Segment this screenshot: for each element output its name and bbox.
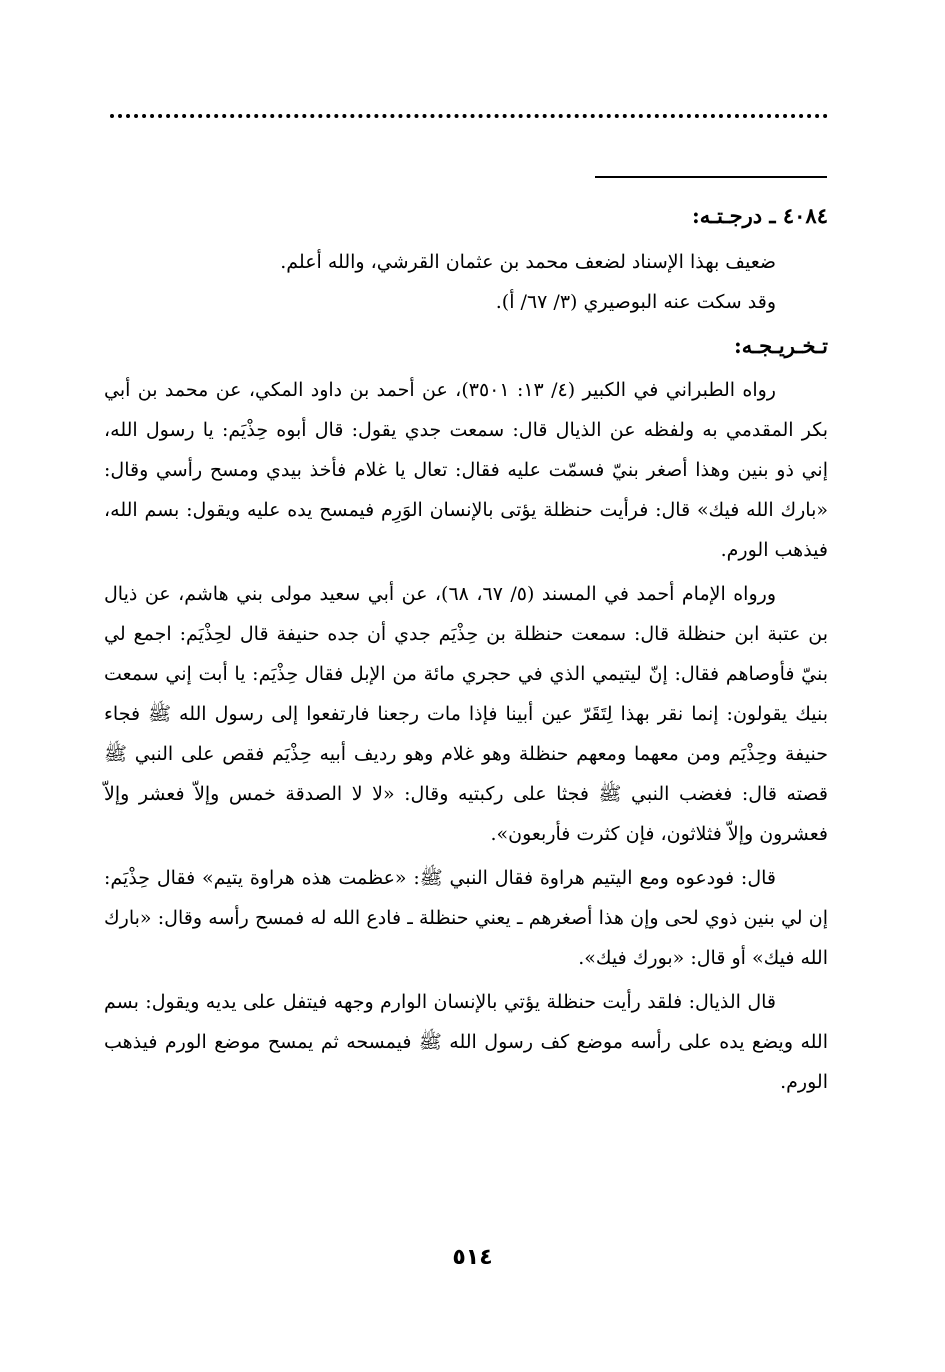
entry-heading: ٤٠٨٤ ـ درجـتـه: <box>691 203 828 228</box>
takhrij-heading: تـخـريـجـه: <box>733 333 828 358</box>
dotted-separator <box>110 114 828 118</box>
page-content <box>104 190 828 1102</box>
paragraph: ورواه الإمام أحمد في المسند (٥/ ٦٧، ٦٨)، عن أبي سعيد مولى بني هاشم، عن ذيال بن عتبة ابن حنظلة قال: سمعت حنظلة بن حِذْيَم جدي أن جده حنيفة قال لحِذْيَم: اجمع لي بنيّ فأوصاهم فقال: إنّ ليتيمي الذي في حجري مائة من الإبل فقال حِذْيَم: يا أبت إني سمعت بنيك يقولون: إنما نقر بهذا لِتَقَرّ عين أبينا فإذا مات رجعنا فارتفعوا إلى رسول الله ﷺ فجاء حنيفة وحِذْيَم ومن معهما ومعهم حنظلة وهو غلام وهو رديف أبيه حِذْيَم فقص على النبي ﷺ قصته قال: فغضب النبي ﷺ فجثا على ركبتيه وقال: «لا لا الصدقة خمس وإلاّ فعشر وإلاّ فعشرون وإلاّ فثلاثون، فإن كثرت فأربعون». <box>104 583 828 845</box>
paragraph: رواه الطبراني في الكبير (٤/ ١٣: ٣٥٠١)، عن أحمد بن داود المكي، عن محمد بن أبي بكر المقدمي به ولفظه عن الذيال قال: سمعت جدي يقول: قال أبوه حِذْيَم: يا رسول الله، إني ذو بنين وهذا أصغر بنيّ فسمّت عليه فقال: تعال يا غلام فأخذ بيدي ومسح رأسي وقال: «بارك الله فيك» قال: فرأيت حنظلة يؤتى بالإنسان الوَرِم فيمسح يده عليه ويقول: بسم الله، فيذهب الورم. <box>104 379 828 561</box>
grade-line-1: ضعيف بهذا الإسناد لضعف محمد بن عثمان القرشي، والله أعلم. <box>280 251 776 273</box>
grade-line-2: وقد سكت عنه البوصيري (٣/ ٦٧/ أ). <box>495 291 776 313</box>
paragraph: قال الذيال: فلقد رأيت حنظلة يؤتي بالإنسان الوارم وجهه فيتفل على يديه ويقول: بسم الله ويضع يده على رأسه موضع كف رسول الله ﷺ فيمسحه ثم يمسح موضع الورم فيذهب الورم. <box>104 991 828 1093</box>
footnote-rule <box>595 176 827 178</box>
paragraph: قال: فودعوه ومع اليتيم هراوة فقال النبي ﷺ: «عظمت هذه هراوة يتيم» فقال حِذْيَم: إن لي بنين ذوي لحى وإن هذا أصغرهم ـ يعني حنظلة ـ فادع الله له فمسح رأسه وقال: «بارك الله فيك» أو قال: «بورك فيك». <box>104 867 828 969</box>
page-number: ٥١٤ <box>452 1245 493 1270</box>
